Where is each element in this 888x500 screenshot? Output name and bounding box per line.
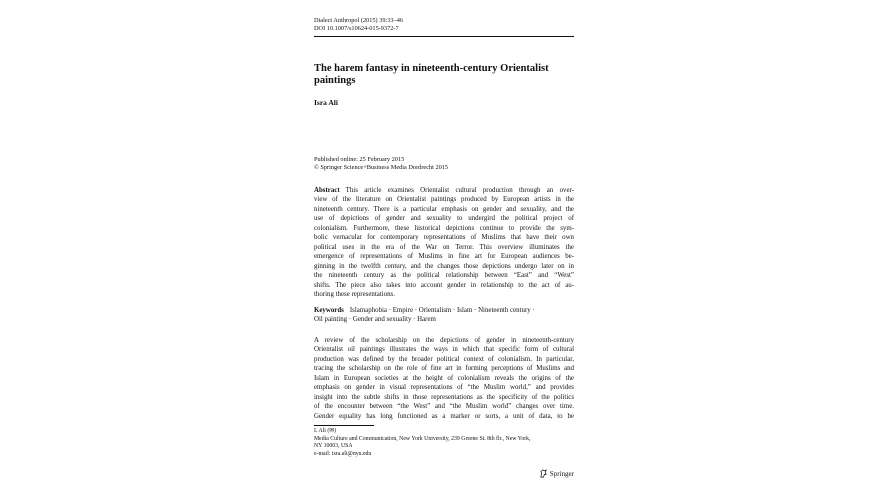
body-line: production was defined by the broader political context of colonialism. In particular,: [314, 355, 574, 363]
body-line: tracing the scholarship on the role of fine art in forming perceptions of Muslims and: [314, 365, 574, 373]
keywords-line: Oil painting · Gender and sexuality · Harem: [314, 316, 436, 324]
abstract-line: bolic vernacular for contemporary representations of Muslims that have their own: [314, 234, 574, 242]
doi[interactable]: DOI 10.1007/s10624-015-9372-7: [314, 25, 399, 32]
author-email[interactable]: e-mail: isra.ali@nyu.edu: [314, 450, 372, 457]
body-line: Orientalist oil paintings illustrates the ways in which that specific form of cultural: [314, 346, 574, 354]
springer-logo: [539, 469, 574, 478]
article-title: The harem fantasy in nineteenth-century Orientalist paintings: [314, 63, 549, 86]
abstract-line: emergence of representations of Muslims in fine art for European audiences be-: [314, 253, 574, 261]
footnote-rule: [314, 425, 374, 426]
journal-header: [314, 17, 403, 33]
body-line: A review of the scholarship on the depictions of gender in nineteenth-century: [314, 337, 574, 344]
abstract-line: the nineteenth century as the political relationship between “East” and “West”: [314, 272, 574, 280]
affiliation-address: Media Culture and Communication, New York University, 239 Greene St. 8th flr., New York,: [314, 435, 531, 442]
copyright: © Springer Science+Business Media Dordrecht 2015: [314, 164, 449, 171]
body-line: Gender equality has long functioned as a marker or sorts, a unit of data, to be: [314, 412, 574, 420]
abstract-line: ginning in the twelfth century, and the changes those depictions undergo later on in: [314, 262, 574, 270]
journal-citation: Dialect Anthropol (2015) 39:33–46: [314, 17, 404, 24]
keywords-line: Keywords Islamaphobia · Empire · Orientalism · Islam · Nineteenth century ·: [314, 307, 535, 314]
abstract-line: view of the literature on Orientalist paintings produced by European artists in the: [314, 196, 574, 204]
body-line: of the encounter between “the West” and “the Muslim world” changes over time.: [314, 403, 574, 411]
abstract-line: thoring these representations.: [314, 290, 395, 298]
abstract-line: Abstract This article examines Orientalist cultural production through an over-: [314, 187, 574, 194]
body-text: [314, 336, 574, 421]
abstract-line: shifts. The piece also takes into account gender in relationship to the act of au-: [314, 281, 574, 289]
author-affiliation: [314, 428, 531, 458]
affiliation-name: I. Ali (✉): [314, 428, 337, 434]
affiliation-address: NY 10003, USA: [314, 443, 353, 450]
publisher-name: Springer: [549, 469, 574, 478]
keywords-label: Keywords: [314, 307, 344, 314]
author-name: Isra Ali: [314, 98, 338, 107]
abstract-line: use of depictions of gender and sexuality to undergird the political project of: [314, 215, 574, 223]
body-line: insight into the subtle shifts in those representations as the specificity of the politics: [314, 393, 574, 401]
keywords: [314, 306, 574, 325]
abstract: [314, 186, 574, 299]
body-line: Islam in European societies at the height of colonialism reveals the origins of the: [314, 374, 574, 382]
header-rule: [314, 36, 574, 37]
abstract-label: Abstract: [314, 187, 340, 194]
abstract-line: nineteenth century. There is a particular emphasis on gender and sexuality, and the: [314, 205, 574, 213]
publication-info: [314, 156, 448, 172]
abstract-line: political uses in the era of the War on Terror. This overview illuminates the: [314, 243, 574, 251]
springer-horse-icon: [539, 469, 548, 478]
body-line: emphasis on gender in visual representations of “the Muslim world,” and provides: [314, 384, 574, 392]
article-page: [314, 10, 574, 490]
published-date: Published online: 25 February 2015: [314, 156, 405, 163]
abstract-line: colonialism. Furthermore, these historical depictions continue to provide the sym-: [314, 224, 574, 232]
